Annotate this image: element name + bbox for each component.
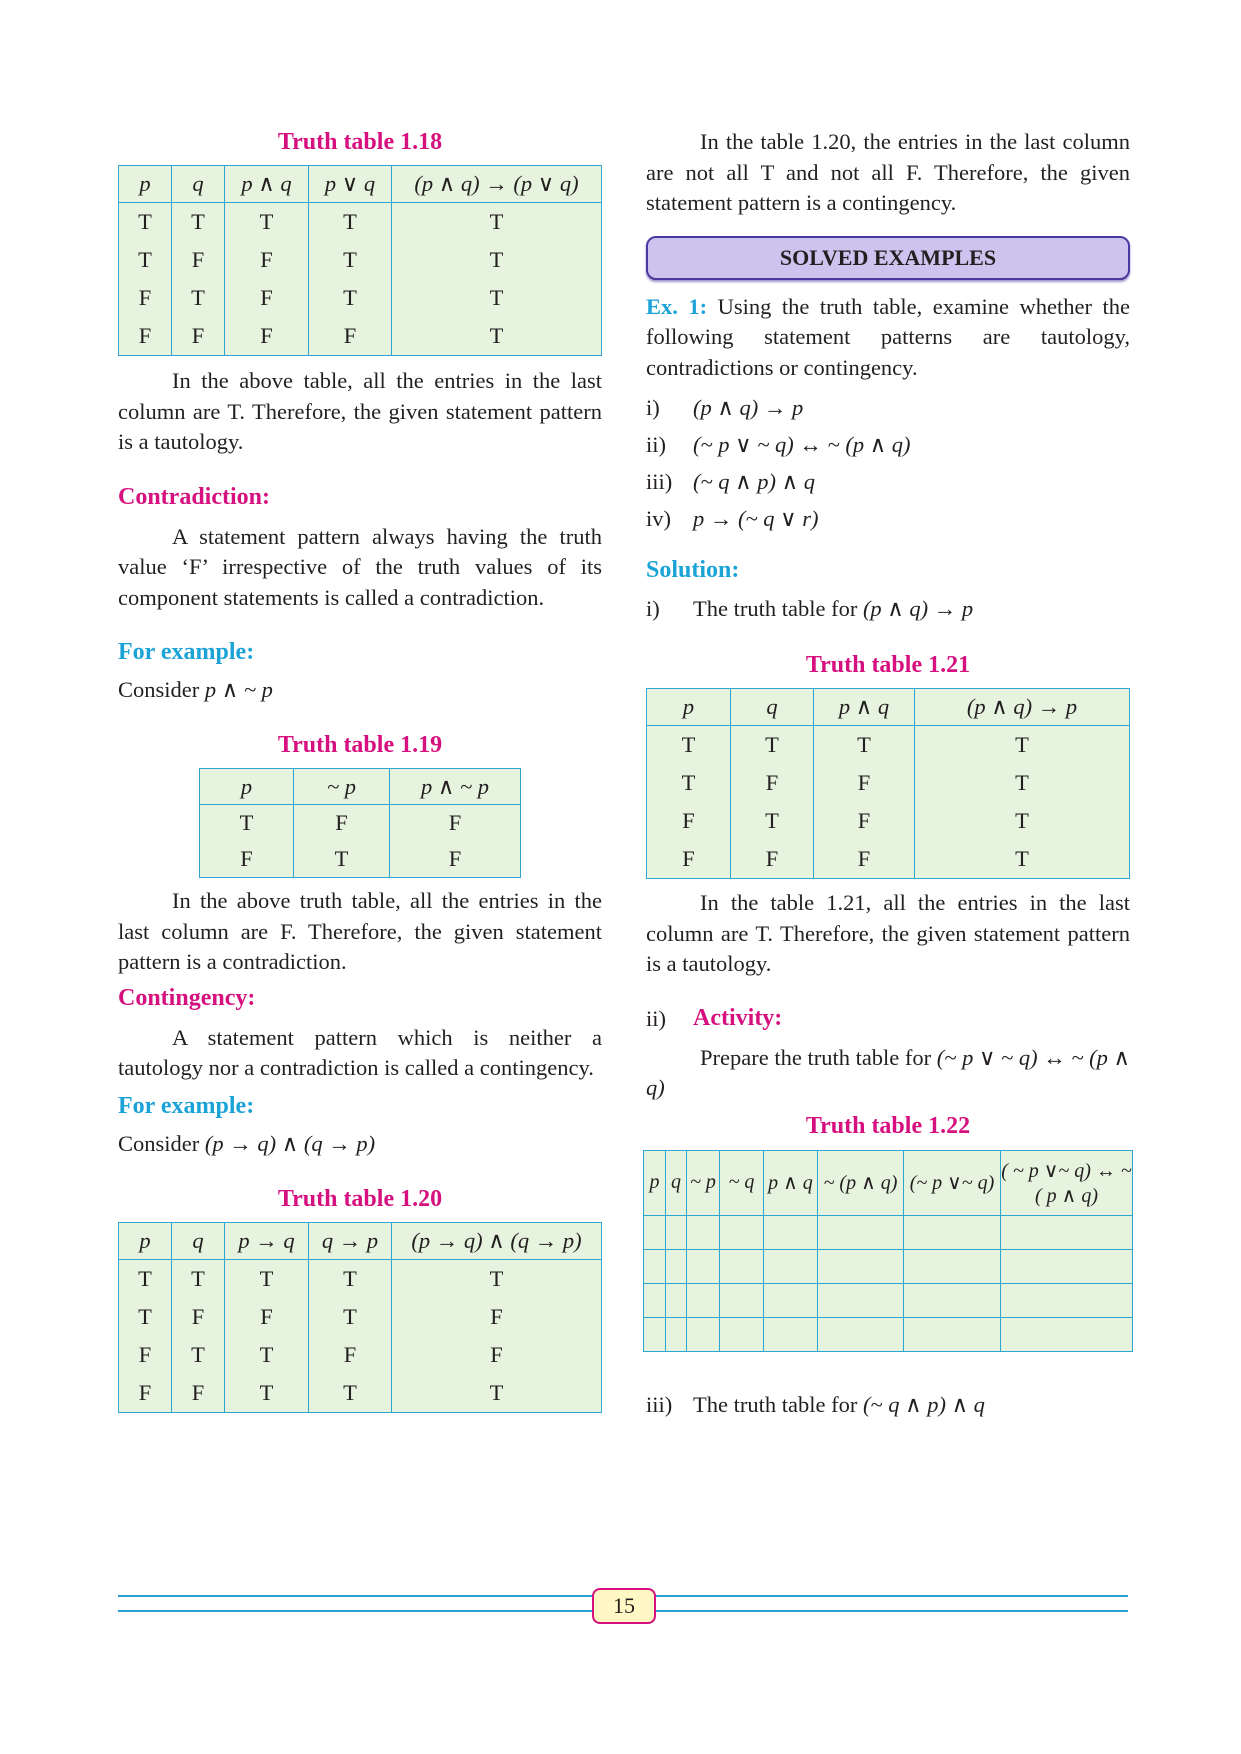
table-header-cell: p [119,166,172,203]
solution-i-expression: (p ∧ q) → p [862,596,974,621]
table-cell: F [119,1336,172,1374]
truth-table-1-20-body [119,1222,602,1412]
table-row [119,279,602,317]
table-cell [818,1283,904,1317]
solution-part-iii [646,1390,1130,1420]
table-cell: T [915,802,1130,840]
table-row [119,241,602,279]
table-header-cell: ( ~ p ∨~ q) ↔ ~ ( p ∧ q) [1001,1150,1133,1215]
table-cell [818,1249,904,1283]
solved-examples-banner: SOLVED EXAMPLES [646,236,1130,280]
table-cell: T [392,203,602,242]
table-row [644,1283,1133,1317]
table-cell: T [119,241,172,279]
example-item-number: ii) [646,432,666,457]
contingency-heading: Contingency: [118,984,256,1011]
table-cell: F [814,764,915,802]
table-cell: T [172,1259,225,1298]
activity-instruction [646,1043,1130,1104]
table-header-cell: (p → q) ∧ (q → p) [392,1222,602,1259]
table-cell: F [225,241,309,279]
table-header-cell: ~ p [294,769,390,805]
table-cell: F [731,840,814,879]
table-cell: F [225,279,309,317]
consider-label: Consider [118,1130,200,1156]
solution-part-i [646,594,1130,624]
example-item-number: i) [646,395,660,420]
table-cell [904,1249,1001,1283]
paragraph-contingency-conclusion: In the table 1.20, the entries in the last column are not all T and not all F. Therefore, the given statement pattern is a contingency. [646,129,1130,215]
solution-iii-expression: (~ q ∧ p) ∧ q [862,1391,985,1417]
example-item-number: iii) [646,469,673,494]
table-row [119,1374,602,1413]
table-header-cell: ~ q [720,1150,764,1215]
table-cell [666,1317,687,1351]
table-header-cell: (p ∧ q) → (p ∨ q) [392,166,602,203]
table-cell: F [731,764,814,802]
table-header-cell: q [731,689,814,726]
truth-table-1-18-title: Truth table 1.18 [277,129,443,155]
consider-expression: p ∧ ~ p [204,677,273,702]
table-cell [644,1215,666,1249]
table-cell: T [392,279,602,317]
table-cell: F [814,840,915,879]
consider-label: Consider [118,677,200,702]
table-header-row [119,166,602,203]
example-item-number: iv) [646,506,671,531]
truth-table-1-22-title: Truth table 1.22 [805,1112,971,1139]
example-1-label: Ex. 1: [646,293,708,319]
table-header-cell: p [647,689,731,726]
table-row [644,1249,1133,1283]
table-cell: T [119,1259,172,1298]
solution-i-text: The truth table for [693,596,858,621]
table-row [119,1336,602,1374]
paragraph-contradiction-definition: A statement pattern always having the truth value ‘F’ irrespective of the truth values of its component statements is called a contradiction. [118,523,602,610]
table-cell: F [119,317,172,356]
table-cell: T [225,1259,309,1298]
table-cell: T [731,802,814,840]
table-cell: F [309,1336,392,1374]
table-cell: T [392,1374,602,1413]
table-cell: F [225,1298,309,1336]
consider-contradiction-example [118,675,602,705]
truth-table-1-19-title: Truth table 1.19 [277,732,443,758]
truth-table-1-18-body [119,166,602,356]
table-cell: T [225,203,309,242]
table-cell [644,1317,666,1351]
table-row [119,203,602,242]
for-example-heading-2: For example: [118,1092,255,1119]
table-header-cell: p ∧ q [814,689,915,726]
table-cell: F [390,805,521,842]
solution-iii-number: iii) [646,1391,673,1417]
table-cell [1001,1215,1133,1249]
example-item [646,430,1130,460]
table-cell: T [731,726,814,765]
table-cell: T [200,805,294,842]
table-cell: F [225,317,309,356]
table-cell: T [309,1374,392,1413]
solution-ii-number: ii) [646,1005,666,1031]
table-cell: T [309,241,392,279]
table-cell [764,1215,818,1249]
left-column [118,128,602,1413]
truth-table-1-19-body [200,769,521,878]
page-number: 15 [592,1588,656,1624]
table-header-cell: p [200,769,294,805]
table-header-row [644,1150,1133,1215]
table-cell [720,1215,764,1249]
table-cell: T [294,841,390,878]
table-cell: T [647,764,731,802]
table-cell [644,1283,666,1317]
table-cell [818,1215,904,1249]
table-cell: T [225,1336,309,1374]
table-cell [904,1283,1001,1317]
truth-table-1-22-body [644,1150,1133,1351]
table-row [647,802,1130,840]
paragraph-tautology-conclusion: In the above table, all the entries in the last column are T. Therefore, the given statement pattern is a tautology. [118,368,602,454]
truth-table-1-22 [643,1150,1133,1352]
table-cell: F [172,1374,225,1413]
example-1-text: Using the truth table, examine whether the following statement patterns are tautology, contradictions or contingency. [646,293,1130,380]
table-cell [904,1317,1001,1351]
example-1-statement [646,292,1130,384]
table-cell [720,1249,764,1283]
table-row [647,764,1130,802]
table-cell: T [119,203,172,242]
table-cell [764,1249,818,1283]
table-header-cell: p ∧ q [225,166,309,203]
consider-contingency-example [118,1129,602,1159]
table-cell: F [309,317,392,356]
table-cell: T [392,241,602,279]
table-cell [687,1283,720,1317]
table-cell [644,1249,666,1283]
table-cell: T [915,840,1130,879]
solution-iii-text: The truth table for [693,1391,858,1417]
table-cell [764,1317,818,1351]
activity-heading: Activity: [693,1004,783,1031]
table-cell: F [119,1374,172,1413]
table-cell: F [814,802,915,840]
table-header-row [647,689,1130,726]
example-1-items [646,393,1130,534]
table-cell: F [294,805,390,842]
table-cell: F [390,841,521,878]
table-cell: T [647,726,731,765]
table-cell: F [200,841,294,878]
truth-table-1-18 [118,165,602,356]
truth-table-1-20-title: Truth table 1.20 [277,1185,443,1212]
table-header-row [200,769,521,805]
table-cell: F [172,241,225,279]
example-item [646,504,1130,534]
example-item-expression: (~ q ∧ p) ∧ q [693,469,815,494]
table-row [200,841,521,878]
table-cell: T [172,203,225,242]
example-item-expression: p → (~ q ∨ r) [693,506,819,531]
table-header-cell: p → q [225,1222,309,1259]
table-row [119,1298,602,1336]
table-cell: T [309,279,392,317]
table-cell: T [309,1259,392,1298]
paragraph-contingency-definition: A statement pattern which is neither a tautology nor a contradiction is called a contingency. [118,1024,602,1080]
table-cell [764,1283,818,1317]
table-row [647,840,1130,879]
table-cell: T [915,764,1130,802]
table-row [644,1317,1133,1351]
table-cell [666,1249,687,1283]
table-cell: T [119,1298,172,1336]
table-cell [720,1317,764,1351]
paragraph-contradiction-conclusion: In the above truth table, all the entries in the last column are F. Therefore, the given statement pattern is a contradiction. [118,888,602,974]
contradiction-heading: Contradiction: [118,483,270,510]
table-cell [904,1215,1001,1249]
table-header-cell: ~ (p ∧ q) [818,1150,904,1215]
for-example-heading-1: For example: [118,639,255,665]
table-header-cell: p [644,1150,666,1215]
table-cell: F [119,279,172,317]
table-header-cell: ~ p [687,1150,720,1215]
solution-heading: Solution: [646,557,740,583]
table-cell: F [172,1298,225,1336]
table-row [119,1259,602,1298]
table-cell [666,1215,687,1249]
table-cell: T [915,726,1130,765]
table-cell: T [172,279,225,317]
truth-table-1-20 [118,1222,602,1413]
table-header-cell: p ∧ ~ p [390,769,521,805]
table-cell [666,1283,687,1317]
truth-table-1-21 [646,688,1130,879]
table-cell: F [647,840,731,879]
truth-table-1-21-body [647,689,1130,879]
example-item [646,393,1130,423]
example-item [646,467,1130,497]
solution-part-ii [646,1004,1130,1034]
table-cell: T [392,317,602,356]
table-cell [1001,1283,1133,1317]
truth-table-1-21-title: Truth table 1.21 [805,652,971,678]
table-header-cell: p ∧ q [764,1150,818,1215]
table-row [644,1215,1133,1249]
table-header-cell: (~ p ∨~ q) [904,1150,1001,1215]
table-row [200,805,521,842]
table-cell: F [392,1298,602,1336]
example-item-expression: (p ∧ q) → p [693,395,804,420]
table-cell [687,1215,720,1249]
table-cell [818,1317,904,1351]
table-cell: T [309,203,392,242]
activity-expression: (~ p ∨ ~ q) ↔ ~ (p ∧ q) [646,1044,1130,1100]
table-cell: T [172,1336,225,1374]
table-cell [687,1317,720,1351]
truth-table-1-19 [199,768,521,878]
table-cell: T [309,1298,392,1336]
table-header-cell: q [666,1150,687,1215]
table-row [119,317,602,356]
table-cell [1001,1317,1133,1351]
table-header-cell: p [119,1222,172,1259]
table-cell [720,1283,764,1317]
table-cell [1001,1249,1133,1283]
right-column [646,128,1130,1420]
consider-expression: (p → q) ∧ (q → p) [204,1130,376,1156]
activity-text: Prepare the truth table for [700,1044,932,1070]
table-header-cell: q → p [309,1222,392,1259]
table-header-cell: p ∨ q [309,166,392,203]
table-cell [687,1249,720,1283]
table-cell: T [392,1259,602,1298]
table-header-cell: q [172,166,225,203]
table-header-row [119,1222,602,1259]
table-cell: F [392,1336,602,1374]
paragraph-tautology-conclusion-2: In the table 1.21, all the entries in the last column are T. Therefore, the given statement pattern is a tautology. [646,890,1130,976]
table-row [647,726,1130,765]
table-header-cell: q [172,1222,225,1259]
table-cell: F [647,802,731,840]
solution-i-number: i) [646,596,660,621]
table-cell: T [225,1374,309,1413]
example-item-expression: (~ p ∨ ~ q) ↔ ~ (p ∧ q) [693,432,911,457]
table-cell: F [172,317,225,356]
table-cell: T [814,726,915,765]
table-header-cell: (p ∧ q) → p [915,689,1130,726]
